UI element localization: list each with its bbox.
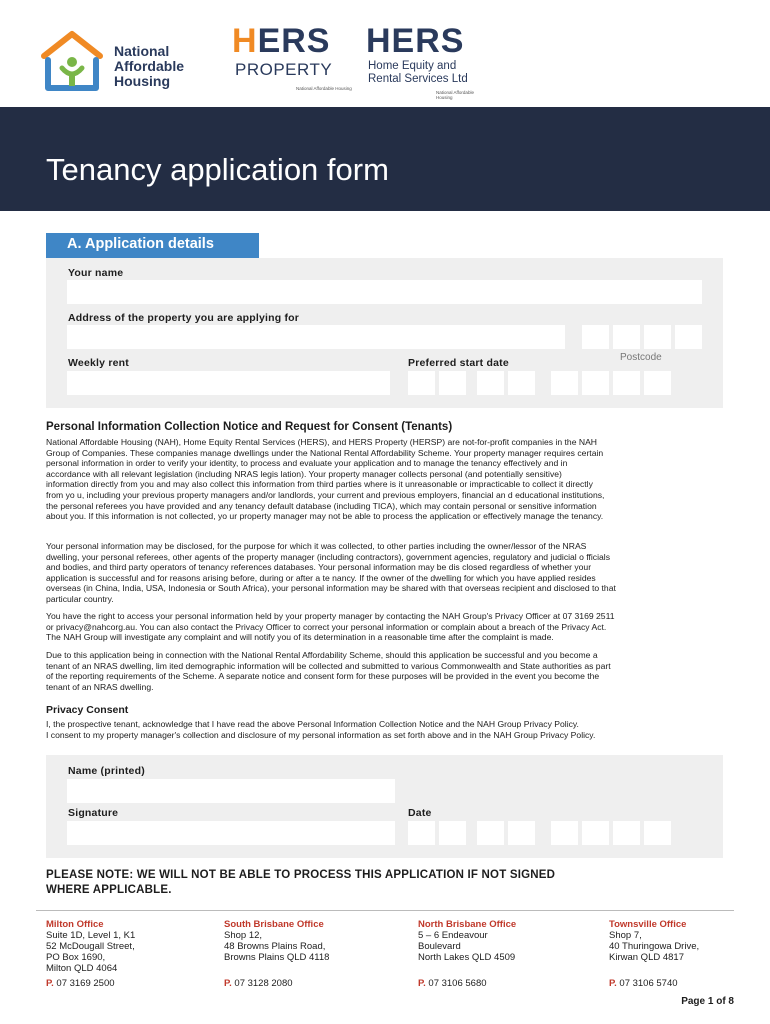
p1-line: information directly from you and may also collect this information from third parties where is it unreasonable or impracticable to collect it directly	[46, 479, 593, 490]
start-date-digit-4[interactable]	[508, 371, 535, 395]
start-date-digit-2[interactable]	[439, 371, 466, 395]
date-digit-1[interactable]	[408, 821, 435, 845]
p3-line: The NAH Group will investigate any complaint and will notify you of its determination in a reasonable time after the complaint is made.	[46, 632, 554, 643]
hers-property-logo	[232, 24, 352, 100]
consent-line: I, the prospective tenant, acknowledge that I have read the above Personal Information Collection Notice and the NAH Group Privacy Policy.	[46, 719, 579, 729]
office-title: North Brisbane Office	[418, 919, 517, 930]
address-line: 48 Browns Plains Road,	[224, 941, 326, 952]
postcode-digit-4[interactable]	[675, 325, 702, 349]
p2-line: Your personal information may be disclosed, for the purpose for which it was collected, to other parties including the owner/lessor of the NRAS	[46, 541, 587, 551]
office-phone-north-brisbane	[418, 978, 487, 989]
start-date-digit-3[interactable]	[477, 371, 504, 395]
address-line: 5 – 6 Endeavour	[418, 930, 488, 941]
office-address	[609, 930, 759, 963]
p4-line: Due to this application being in connection with the National Rental Affordability Scheme, should this application be successful and you become a	[46, 650, 598, 660]
p1-line: accordance with all relevant legislation (including NRAS legis lation). Your property manager collects personal (and potentially sensitive)	[46, 468, 562, 479]
start-date-label: Preferred start date	[408, 357, 509, 369]
postcode-label: Postcode	[620, 352, 662, 363]
hers-rental-logo	[366, 24, 486, 100]
p2-line: particular country.	[46, 593, 114, 604]
phone-prefix: P.	[46, 978, 54, 989]
phone-prefix: P.	[609, 978, 617, 989]
start-date-digit-7[interactable]	[613, 371, 640, 395]
address-line: PO Box 1690,	[46, 952, 106, 963]
office-milton	[46, 919, 216, 974]
office-title: South Brisbane Office	[224, 919, 324, 930]
consent-text	[46, 719, 722, 740]
date-digit-5[interactable]	[551, 821, 578, 845]
p2-line: overseas (in China, India, USA, Indonesia or South Africa), your personal information may be shared with that overseas recipient and disclosed to that	[46, 583, 616, 594]
office-south-brisbane	[224, 919, 404, 963]
section-a-header: A. Application details	[46, 233, 259, 258]
p2-line: and bodies, and third party operators of tenancy references databases. Your personal information may be dis closed regardless of whether your	[46, 562, 592, 573]
phone-number: 07 3169 2500	[56, 978, 115, 989]
hers-property-tag: National Affordable Housing	[296, 86, 352, 91]
date-digit-8[interactable]	[644, 821, 671, 845]
phone-prefix: P.	[418, 978, 426, 989]
your-name-input[interactable]	[67, 280, 702, 304]
postcode-digit-2[interactable]	[613, 325, 640, 349]
address-line: Shop 12,	[224, 930, 263, 941]
start-date-digit-1[interactable]	[408, 371, 435, 395]
p1-line: personal information in order to verify your identity, to process and evaluate your application and to manage the tenancy effectively and in	[46, 458, 568, 469]
start-date-digit-8[interactable]	[644, 371, 671, 395]
phone-number: 07 3106 5680	[428, 978, 487, 989]
nah-logo-line1: National	[114, 43, 170, 59]
p1-line: from yo u, including your previous property managers and/or landlords, your current and previous employers, financial an d educational institutions,	[46, 489, 605, 500]
hers-rental-sub2: Rental Services Ltd	[368, 73, 468, 85]
privacy-paragraph-2	[46, 541, 722, 605]
privacy-notice-heading: Personal Information Collection Notice and Request for Consent (Tenants)	[46, 421, 453, 433]
address-input[interactable]	[67, 325, 565, 349]
date-digit-7[interactable]	[613, 821, 640, 845]
consent-line: I consent to my property manager's collection and disclosure of my personal information as set forth above and in the NAH Group Privacy Policy.	[46, 729, 596, 740]
p3-line: or privacy@nahcorg.au. You can also contact the Privacy Officer to correct your personal information or complain about a breach of the Privacy Act.	[46, 621, 607, 632]
privacy-paragraph-3	[46, 611, 722, 643]
date-digit-2[interactable]	[439, 821, 466, 845]
phone-prefix: P.	[224, 978, 232, 989]
p4-line: tenant of an NRAS dwelling.	[46, 681, 154, 692]
signature-input[interactable]	[67, 821, 395, 845]
postcode-digit-3[interactable]	[644, 325, 671, 349]
hers-rental-sub1: Home Equity and	[368, 60, 457, 72]
office-phone-townsville	[609, 978, 678, 989]
address-line: 40 Thuringowa Drive,	[609, 941, 700, 952]
office-north-brisbane	[418, 919, 598, 963]
date-digit-3[interactable]	[477, 821, 504, 845]
date-digit-6[interactable]	[582, 821, 609, 845]
phone-number: 07 3106 5740	[619, 978, 678, 989]
address-line: Browns Plains QLD 4118	[224, 952, 330, 963]
office-title: Townsville Office	[609, 919, 687, 930]
p1-line: the personal referees you have provided and any tenancy default database (including TICA), which may contain personal or sensitive information	[46, 500, 597, 511]
address-line: 52 McDougall Street,	[46, 941, 135, 952]
address-line: Kirwan QLD 4817	[609, 952, 684, 963]
p4-line: tenant of an NRAS dwelling, lim ited demographic information will be collected and submitted to various Commonwealth and State authorities as part	[46, 660, 611, 671]
office-phone-milton	[46, 978, 115, 989]
note-line-1: PLEASE NOTE: WE WILL NOT BE ABLE TO PROCESS THIS APPLICATION IF NOT SIGNED	[46, 869, 556, 881]
date-label: Date	[408, 807, 432, 819]
page-number: Page 1 of 8	[681, 996, 734, 1007]
office-townsville	[609, 919, 759, 963]
office-address	[418, 930, 598, 963]
consent-panel	[46, 755, 723, 858]
address-line: Suite 1D, Level 1, K1	[46, 930, 136, 941]
signature-note	[46, 868, 555, 898]
privacy-paragraph-1	[46, 437, 722, 522]
p1-line: National Affordable Housing (NAH), Home Equity Rental Services (HERS), and HERS Property (HERSP) are not-for-profit companies in the NAH	[46, 437, 598, 447]
note-line-2: WHERE APPLICABLE.	[46, 884, 172, 896]
hers-property-sub: PROPERTY	[235, 60, 333, 79]
weekly-rent-label: Weekly rent	[68, 357, 129, 369]
office-address	[224, 930, 404, 963]
address-line: Milton QLD 4064	[46, 963, 118, 974]
start-date-digit-5[interactable]	[551, 371, 578, 395]
privacy-paragraph-4	[46, 650, 722, 692]
postcode-digit-1[interactable]	[582, 325, 609, 349]
start-date-digit-6[interactable]	[582, 371, 609, 395]
address-line: North Lakes QLD 4509	[418, 952, 516, 963]
p3-line: You have the right to access your personal information held by your property manager by contacting the NAH Group's Privacy Officer at 07 3169 2511	[46, 611, 615, 621]
office-phone-south-brisbane	[224, 978, 293, 989]
nah-logo-line2: Affordable	[114, 58, 184, 74]
application-details-panel	[46, 258, 723, 408]
nah-logo-line3: Housing	[114, 73, 170, 89]
signature-label: Signature	[68, 807, 119, 819]
p1-line: Group of Companies. These companies manage dwellings under the National Rental Affordability Scheme. Your property manager requires certain	[46, 447, 604, 458]
p2-line: dwelling, your personal referees, other agents of the property manager (including contractors), government agencies, regulatory and judicial o fficials	[46, 551, 610, 562]
address-label: Address of the property you are applying for	[68, 312, 300, 324]
weekly-rent-input[interactable]	[67, 371, 390, 395]
hers-property-brand: HERS	[232, 22, 331, 60]
your-name-label: Your name	[68, 267, 124, 279]
p4-line: of the reporting requirements of the Scheme. A separate notice and consent form for these purposes will be provided in the event you become the	[46, 671, 600, 682]
name-printed-input[interactable]	[67, 779, 395, 803]
p2-line: application is successful and for reasons arising before, during or after a te nancy. If the owner of the dwelling for which you have applied resides	[46, 572, 596, 583]
footer-divider	[36, 910, 734, 911]
hers-rental-brand: HERS	[366, 22, 465, 60]
p1-line: about you. If this information is not collected, yo ur property manager may not be able to process the application or effectively manage the tenancy.	[46, 511, 604, 522]
nah-logo	[38, 28, 218, 94]
nah-house-icon	[38, 28, 108, 94]
address-line: Boulevard	[418, 941, 461, 952]
name-printed-label: Name (printed)	[68, 765, 145, 777]
hers-rental-tag: National Affordable Housing	[436, 90, 474, 100]
privacy-consent-heading: Privacy Consent	[46, 704, 129, 716]
office-address	[46, 930, 216, 974]
date-digit-4[interactable]	[508, 821, 535, 845]
address-line: Shop 7,	[609, 930, 642, 941]
page-title: Tenancy application form	[46, 152, 389, 187]
phone-number: 07 3128 2080	[234, 978, 293, 989]
office-title: Milton Office	[46, 919, 104, 930]
